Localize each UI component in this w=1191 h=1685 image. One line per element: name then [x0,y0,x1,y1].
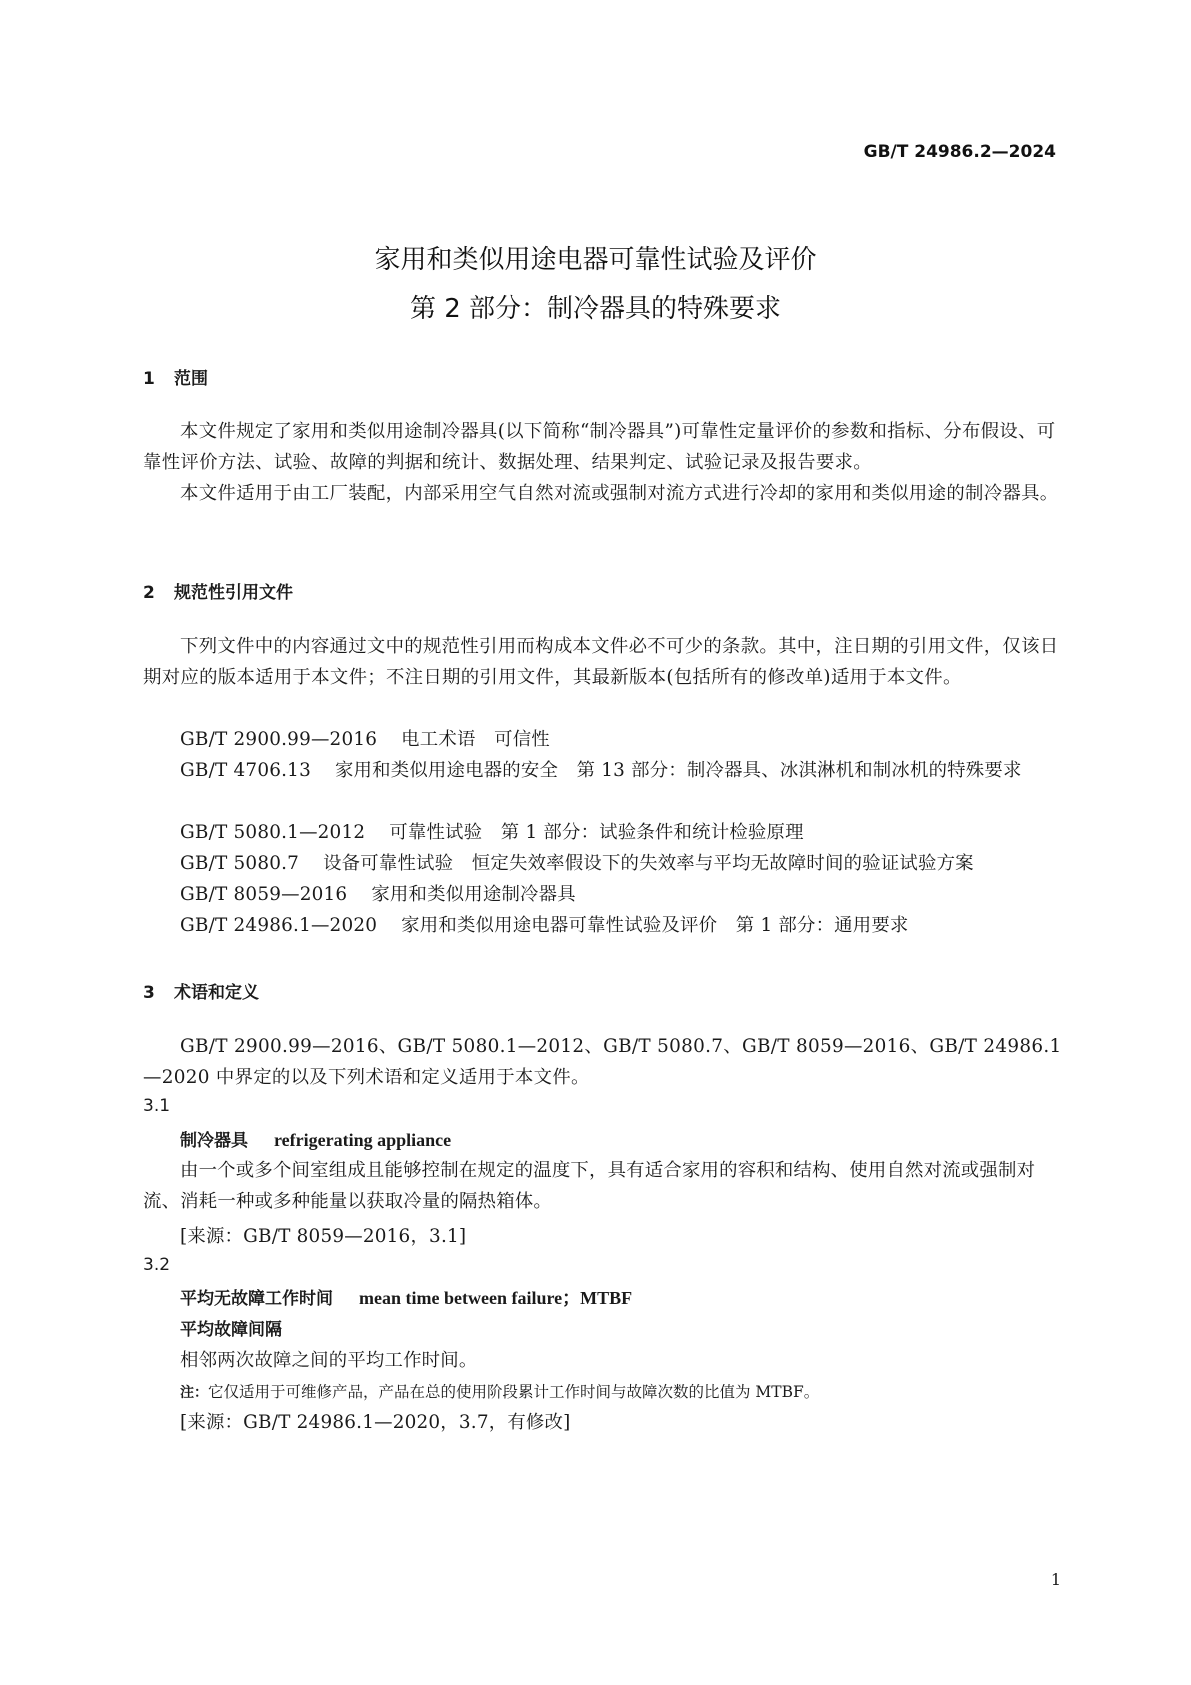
term-en: refrigerating appliance [274,1130,452,1150]
term-number: 3.2 [143,1255,171,1275]
reference-name: 家用和类似用途电器的安全 第 13 部分：制冷器具、冰淇淋机和制冰机的特殊要求 [334,760,1022,781]
section-3-heading [143,978,259,1003]
section-1-paragraph-1: 本文件规定了家用和类似用途制冷器具(以下简称“制冷器具”)可靠性定量评价的参数和指标、分布假设、可靠性评价方法、试验、故障的判据和统计、数据处理、结果判定、试验记录及报告要求。 [143,421,1056,473]
term-heading [180,1284,632,1310]
reference-item [180,724,550,755]
section-3-paragraph-1: GB/T 2900.99—2016、GB/T 5080.1—2012、GB/T 5080.7、GB/T 8059—2016、GB/T 24986.1—2020 中界定的以及下列术语和定义适用于本文件。 [143,1036,1062,1088]
title-line-2: 第 2 部分：制冷器具的特殊要求 [409,294,782,324]
reference-name: 家用和类似用途电器可靠性试验及评价 第 1 部分：通用要求 [401,915,909,936]
section-number: 2 [143,583,155,603]
reference-code: GB/T 8059—2016 [180,884,348,905]
reference-item [180,910,909,941]
section-1-heading [143,364,208,389]
note-label: 注： [180,1385,208,1401]
term-note [180,1380,819,1402]
section-1-paragraph-2: 本文件适用于由工厂装配，内部采用空气自然对流或强制对流方式进行冷却的家用和类似用途的制冷器具。 [180,483,1059,504]
reference-name: 设备可靠性试验 恒定失效率假设下的失效率与平均无故障时间的验证试验方案 [323,853,974,874]
term-heading [180,1126,451,1151]
term-alternate: 平均故障间隔 [180,1320,282,1340]
reference-code: GB/T 4706.13 [180,760,311,781]
term-definition: 由一个或多个间室组成且能够控制在规定的温度下，具有适合家用的容积和结构、使用自然对流或强制对流、消耗一种或多种能量以获取冷量的隔热箱体。 [143,1160,1036,1212]
section-2-heading [143,578,293,603]
standard-code: GB/T 24986.2—2024 [863,142,1056,162]
term-definition: 相邻两次故障之间的平均工作时间。 [180,1350,478,1371]
reference-item [180,848,974,879]
reference-code: GB/T 5080.7 [180,853,300,874]
section-number: 3 [143,983,155,1003]
term-zh: 制冷器具 [180,1131,248,1151]
term-en: mean time between failure；MTBF [359,1288,633,1308]
reference-name: 电工术语 可信性 [401,729,550,750]
section-number: 1 [143,369,155,389]
title-line-1: 家用和类似用途电器可靠性试验及评价 [374,245,817,275]
reference-code: GB/T 24986.1—2020 [180,915,378,936]
term-number: 3.1 [143,1096,171,1116]
section-title: 范围 [174,369,208,389]
note-text: 它仅适用于可维修产品，产品在总的使用阶段累计工作时间与故障次数的比值为 MTBF。 [208,1383,820,1401]
reference-code: GB/T 2900.99—2016 [180,729,378,750]
section-title: 规范性引用文件 [174,583,293,603]
term-source: [来源：GB/T 8059—2016，3.1] [180,1226,467,1247]
document-title [0,236,1191,334]
section-2-paragraph-1: 下列文件中的内容通过文中的规范性引用而构成本文件必不可少的条款。其中，注日期的引用文件，仅该日期对应的版本适用于本文件；不注日期的引用文件，其最新版本(包括所有的修改单)适用于本文件。 [143,636,1059,688]
reference-item [180,879,576,910]
term-zh: 平均无故障工作时间 [180,1289,333,1309]
term-source: [来源：GB/T 24986.1—2020，3.7，有修改] [180,1412,571,1433]
page-number: 1 [1050,1570,1061,1589]
section-title: 术语和定义 [174,983,259,1003]
reference-code: GB/T 5080.1—2012 [180,822,366,843]
reference-item [180,817,804,848]
reference-name: 可靠性试验 第 1 部分：试验条件和统计检验原理 [389,822,804,843]
reference-name: 家用和类似用途制冷器具 [371,884,576,905]
reference-item [143,755,1063,786]
